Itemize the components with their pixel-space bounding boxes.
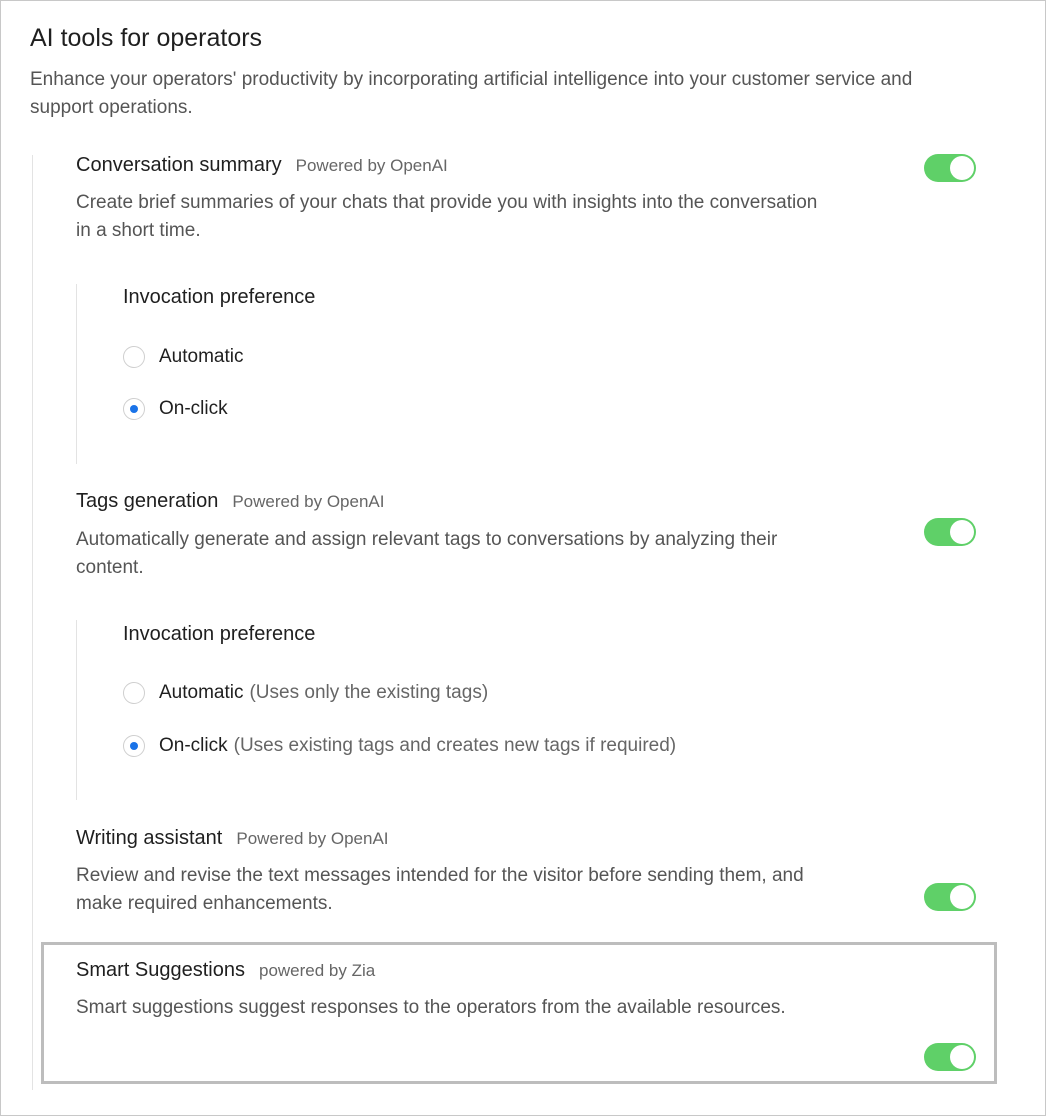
section-title: Tags generation — [76, 490, 219, 512]
tags-generation-header — [76, 490, 384, 513]
radio-button-selected[interactable] — [123, 398, 145, 420]
writing-assistant-header — [76, 827, 389, 850]
section-title: Smart Suggestions — [76, 959, 245, 981]
radio-button-selected[interactable] — [123, 735, 145, 757]
subsection-divider-line — [76, 620, 77, 800]
section-description: Automatically generate and assign relevant tags to conversations by analyzing their content. — [76, 529, 778, 578]
radio-option-on-click[interactable] — [123, 735, 676, 757]
page-description: Enhance your operators' productivity by incorporating artificial intelligence into your customer service and support operations. — [30, 69, 913, 118]
section-description: Smart suggestions suggest responses to the operators from the available resources. — [76, 997, 786, 1018]
section-description: Create brief summaries of your chats that provide you with insights into the conversation in a short time. — [76, 192, 818, 241]
radio-label: Automatic — [159, 682, 244, 703]
radio-label: On-click — [159, 735, 228, 756]
tags-generation-toggle[interactable] — [924, 518, 976, 546]
subsection-divider-line — [76, 284, 77, 464]
powered-by-label: powered by Zia — [258, 961, 376, 980]
radio-button[interactable] — [123, 682, 145, 704]
powered-by-label: Powered by OpenAI — [295, 156, 448, 175]
smart-suggestions-toggle[interactable] — [924, 1043, 976, 1071]
powered-by-label: Powered by OpenAI — [232, 492, 385, 511]
writing-assistant-toggle[interactable] — [924, 883, 976, 911]
toggle-knob — [950, 156, 974, 180]
radio-label: Automatic — [159, 346, 244, 367]
section-title: Conversation summary — [76, 154, 282, 176]
toggle-knob — [950, 520, 974, 544]
toggle-knob — [950, 1045, 974, 1069]
radio-button[interactable] — [123, 346, 145, 368]
powered-by-label: Powered by OpenAI — [236, 829, 389, 848]
toggle-knob — [950, 885, 974, 909]
radio-option-automatic[interactable] — [123, 346, 243, 368]
section-description: Review and revise the text messages intended for the visitor before sending them, and make required enhancements. — [76, 865, 804, 914]
page-title: AI tools for operators — [30, 24, 263, 52]
radio-note: (Uses only the existing tags) — [249, 682, 489, 703]
radio-option-on-click[interactable] — [123, 398, 228, 420]
section-divider-line — [32, 155, 33, 1090]
radio-option-automatic[interactable] — [123, 682, 488, 704]
conversation-summary-header — [76, 154, 448, 177]
conversation-summary-toggle[interactable] — [924, 154, 976, 182]
radio-note: (Uses existing tags and creates new tags if required) — [233, 735, 677, 756]
invocation-preference-label: Invocation preference — [123, 623, 316, 645]
radio-label: On-click — [159, 398, 228, 419]
invocation-preference-label: Invocation preference — [123, 286, 316, 308]
smart-suggestions-header — [76, 959, 375, 982]
section-title: Writing assistant — [76, 827, 223, 849]
